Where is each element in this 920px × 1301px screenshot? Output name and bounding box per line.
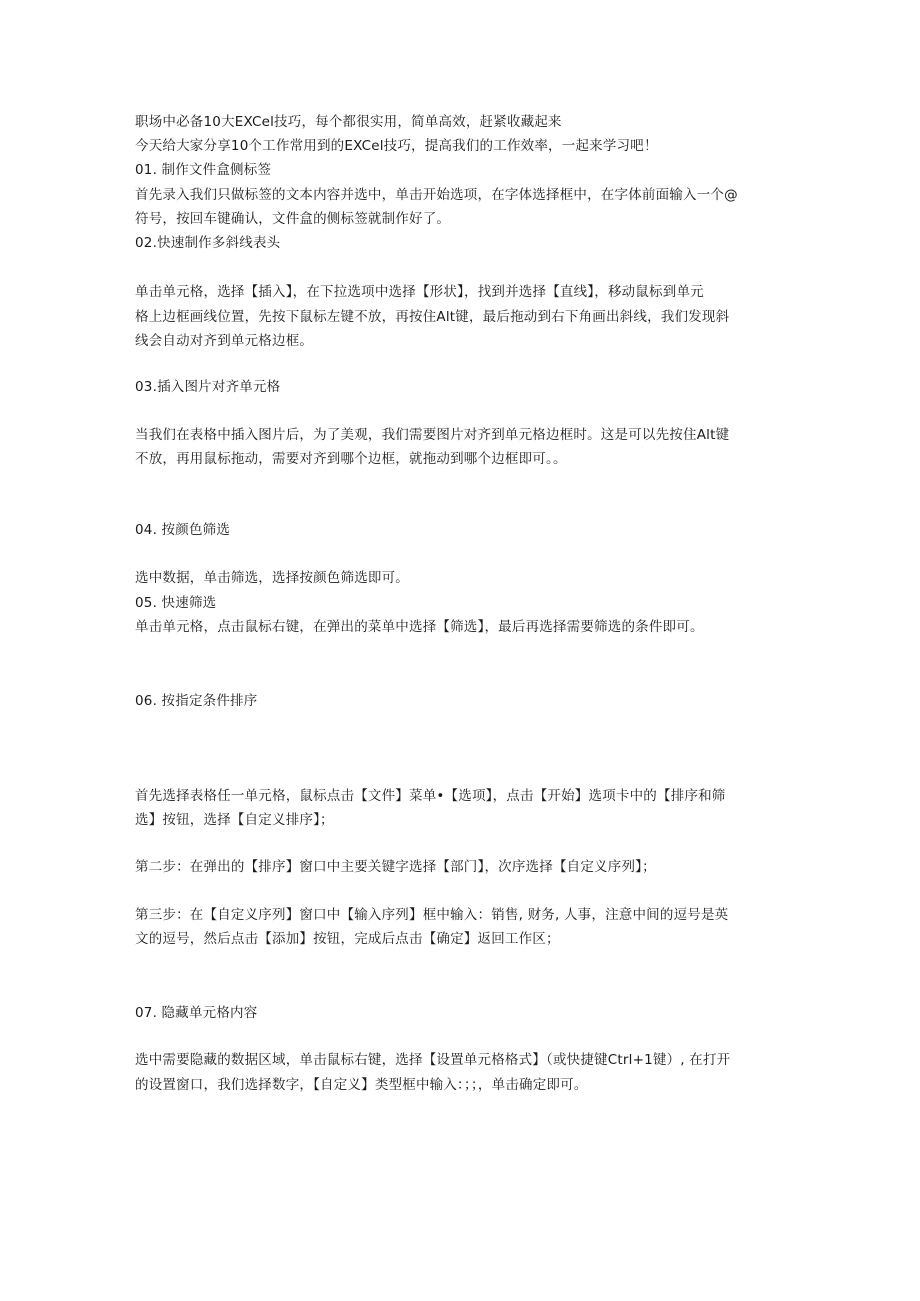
paragraph-06-line-1: 首先选择表格任一单元格，鼠标点击【文件】菜单•【选项】，点击【开始】选项卡中的【排序和筛 (135, 788, 726, 804)
heading-04: 04. 按颜色筛选 (135, 522, 231, 538)
paragraph-07-line-1: 选中需要隐藏的数据区域，单击鼠标右键，选择【设置单元格格式】（或快捷键Ctrl+1键）, 在打开 (135, 1052, 731, 1068)
paragraph-01-line-2: 符号，按回车键确认，文件盒的侧标签就制作好了。 (135, 211, 451, 227)
heading-01: 01. 制作文件盒侧标签 (135, 162, 272, 178)
paragraph-02-line-2: 格上边框画线位置，先按下鼠标左键不放，再按住Alt键，最后拖动到右下角画出斜线，我们发现斜 (135, 309, 730, 325)
paragraph-04: 选中数据，单击筛选，选择按颜色筛选即可。 (135, 570, 409, 586)
heading-06: 06. 按指定条件排序 (135, 693, 258, 709)
paragraph-02-line-1: 单击单元格，选择【插入】，在下拉选项中选择【形状】，找到并选择【直线】，移动鼠标到单元 (135, 284, 704, 300)
heading-03: 03.插入图片对齐单元格 (135, 379, 281, 395)
paragraph-06-step-3-line-2: 文的逗号，然后点击【添加】按钮，完成后点击【确定】返回工作区； (135, 931, 560, 947)
heading-05: 05. 快速筛选 (135, 595, 217, 611)
paragraph-01-line-1: 首先录入我们只做标签的文本内容并选中，单击开始选项，在字体选择框中，在字体前面输入一个@ (135, 187, 738, 203)
paragraph-06-step-3-line-1: 第三步：在【自定义序列】窗口中【输入序列】框中输入：销售, 财务, 人事，注意中间的逗号是英 (135, 907, 729, 923)
paragraph-03-line-1: 当我们在表格中插入图片后，为了美观，我们需要图片对齐到单元格边框时。这是可以先按住Alt键 (135, 427, 730, 443)
paragraph-06-line-2: 选】按钮，选择【自定义排序】； (135, 812, 334, 828)
paragraph-06-step-2: 第二步：在弹出的【排序】窗口中主要关键字选择【部门】，次序选择【自定义序列】； (135, 859, 656, 875)
doc-title: 职场中必备10大EXCel技巧，每个都很实用，简单高效，赶紧收藏起来 (135, 114, 562, 130)
heading-02: 02.快速制作多斜线表头 (135, 235, 281, 251)
paragraph-05: 单击单元格，点击鼠标右键，在弹出的菜单中选择【筛选】，最后再选择需要筛选的条件即可。 (135, 619, 704, 635)
paragraph-07-line-2: 的设置窗口，我们选择数字，【自定义】类型框中输入：；；，单击确定即可。 (135, 1077, 588, 1093)
paragraph-03-line-2: 不放，再用鼠标拖动，需要对齐到哪个边框，就拖动到哪个边框即可。。 (135, 451, 567, 467)
heading-07: 07. 隐藏单元格内容 (135, 1005, 258, 1021)
intro-text: 今天给大家分享10个工作常用到的EXCel技巧，提高我们的工作效率，一起来学习吧！ (135, 138, 658, 154)
paragraph-02-line-3: 线会自动对齐到单元格边框。 (135, 333, 314, 349)
